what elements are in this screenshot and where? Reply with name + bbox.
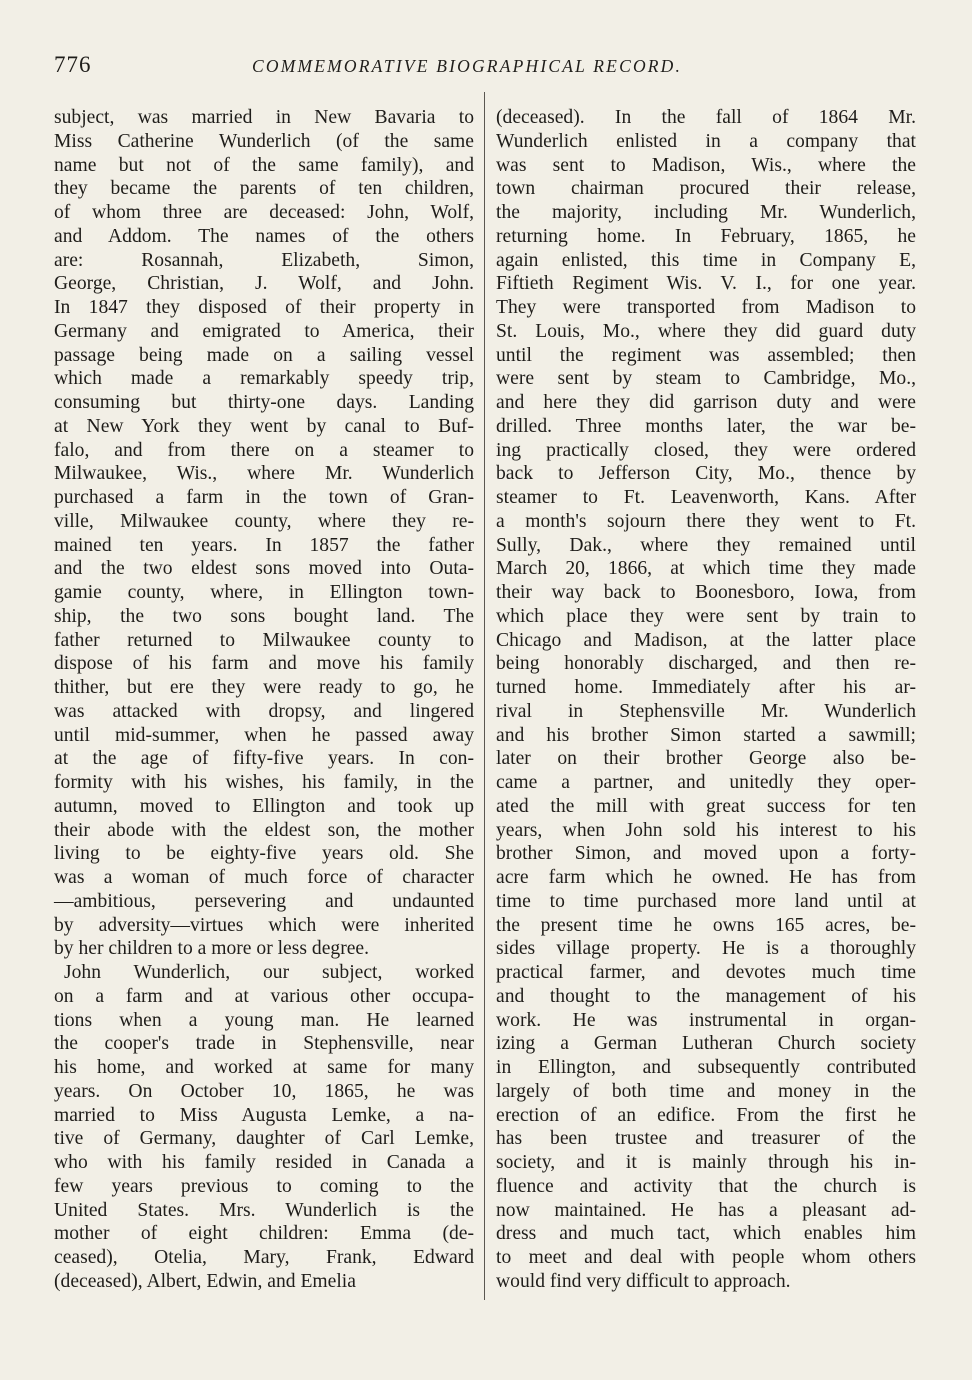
text-line: his home, and worked at same for many: [54, 1057, 474, 1078]
text-line: passage being made on a sailing vessel: [54, 344, 474, 366]
text-line: acre farm which he owned. He has from: [496, 867, 916, 888]
text-line: a month's sojourn there they went to Ft.: [496, 510, 916, 532]
text-line: and thought to the management of his: [496, 985, 916, 1007]
text-line: are: Rosannah, Elizabeth, Simon,: [54, 249, 474, 271]
text-line: on a farm and at various other occupa-: [54, 985, 474, 1007]
text-line: by adversity—virtues which were inherited: [54, 914, 474, 936]
text-line: came a partner, and unitedly they oper-: [496, 772, 916, 793]
text-line: to meet and deal with people whom others: [496, 1247, 916, 1268]
text-line: thither, but ere they were ready to go, he: [54, 677, 474, 698]
text-line: their way back to Boonesboro, Iowa, from: [496, 582, 916, 603]
text-line: formity with his wishes, his family, in the: [54, 772, 474, 793]
text-line: ville, Milwaukee county, where they re-: [54, 510, 474, 532]
text-line: were sent by steam to Cambridge, Mo.,: [496, 368, 916, 390]
text-line: being honorably discharged, and then re-: [496, 653, 916, 675]
text-line: Germany and emigrated to America, their: [54, 320, 474, 342]
text-line: now maintained. He has a pleasant ad-: [496, 1199, 916, 1221]
text-line: again enlisted, this time in Company E,: [496, 249, 916, 271]
text-line: Wunderlich enlisted in a company that: [496, 130, 916, 152]
text-line: in Ellington, and subsequently contributed: [496, 1057, 916, 1078]
text-line: consuming but thirty-one days. Landing: [54, 392, 474, 413]
text-line: society, and it is mainly through his in-: [496, 1152, 916, 1173]
text-line: who with his family resided in Canada a: [54, 1152, 474, 1173]
text-line: and Addom. The names of the others: [54, 225, 474, 247]
text-line: and the two eldest sons moved into Outa-: [54, 558, 474, 580]
text-line: their abode with the eldest son, the mother: [54, 819, 474, 841]
text-line: practical farmer, and devotes much time: [496, 962, 916, 983]
text-line: returning home. In February, 1865, he: [496, 225, 916, 247]
text-line: erection of an edifice. From the first he: [496, 1104, 916, 1126]
text-line: (deceased), Albert, Edwin, and Emelia: [54, 1270, 356, 1292]
left-column: [54, 106, 474, 1294]
text-line: at New York they went by canal to Buf-: [54, 415, 474, 437]
text-line: (deceased). In the fall of 1864 Mr.: [496, 107, 916, 128]
text-line: steamer to Ft. Leavenworth, Kans. After: [496, 487, 916, 508]
text-line: tions when a young man. He learned: [54, 1009, 474, 1031]
text-line: ated the mill with great success for ten: [496, 795, 916, 817]
text-line: later on their brother George also be-: [496, 748, 916, 770]
text-line: purchased a farm in the town of Gran-: [54, 487, 474, 508]
text-line: years, when John sold his interest to his: [496, 819, 916, 841]
text-line: They were transported from Madison to: [496, 297, 916, 318]
text-line: Milwaukee, Wis., where Mr. Wunderlich: [54, 463, 474, 485]
text-line: ship, the two sons bought land. The: [54, 605, 474, 627]
running-title: COMMEMORATIVE BIOGRAPHICAL RECORD.: [252, 56, 683, 76]
text-line: was attacked with dropsy, and lingered: [54, 700, 474, 722]
text-line: by her children to a more or less degree.: [54, 938, 370, 960]
text-line: drilled. Three months later, the war be-: [496, 415, 916, 437]
text-line: fluence and activity that the church is: [496, 1175, 916, 1197]
text-line: time to time purchased more land until at: [496, 890, 916, 912]
text-line: married to Miss Augusta Lemke, a na-: [54, 1104, 474, 1126]
text-line: rival in Stephensville Mr. Wunderlich: [496, 700, 916, 722]
text-line: they became the parents of ten children,: [54, 178, 474, 200]
text-line: John Wunderlich, our subject, worked: [64, 962, 474, 983]
text-line: —ambitious, persevering and undaunted: [54, 890, 474, 912]
text-line: autumn, moved to Ellington and took up: [54, 795, 474, 817]
text-line: Chicago and Madison, at the latter place: [496, 629, 916, 651]
text-line: subject, was married in New Bavaria to: [54, 107, 474, 128]
text-line: years. On October 10, 1865, he was: [54, 1080, 474, 1102]
text-line: Sully, Dak., where they remained until: [496, 534, 916, 556]
text-line: at the age of fifty-five years. In con-: [54, 748, 474, 770]
text-line: the majority, including Mr. Wunderlich,: [496, 202, 916, 223]
text-line: Miss Catherine Wunderlich (of the same: [54, 130, 474, 152]
text-line: has been trustee and treasurer of the: [496, 1128, 916, 1150]
text-line: and here they did garrison duty and were: [496, 392, 916, 413]
text-line: March 20, 1866, at which time they made: [496, 558, 916, 580]
text-line: gamie county, where, in Ellington town-: [54, 582, 474, 603]
text-line: would find very difficult to approach.: [496, 1270, 791, 1292]
text-line: turned home. Immediately after his ar-: [496, 677, 916, 698]
text-line: dispose of his farm and move his family: [54, 653, 474, 675]
text-line: sides village property. He is a thoroughly: [496, 938, 916, 960]
text-line: was a woman of much force of character: [54, 867, 474, 888]
text-line: living to be eighty-five years old. She: [54, 843, 474, 865]
text-line: the cooper's trade in Stephensville, near: [54, 1033, 474, 1055]
text-line: town chairman procured their release,: [496, 178, 916, 200]
text-line: George, Christian, J. Wolf, and John.: [54, 273, 474, 295]
text-line: of whom three are deceased: John, Wolf,: [54, 202, 474, 223]
text-line: back to Jefferson City, Mo., thence by: [496, 463, 916, 485]
text-line: St. Louis, Mo., where they did guard duty: [496, 320, 916, 342]
text-line: the present time he owns 165 acres, be-: [496, 914, 916, 936]
text-line: dress and much tact, which enables him: [496, 1223, 916, 1245]
text-line: ing practically closed, they were ordered: [496, 439, 916, 461]
text-line: ceased), Otelia, Mary, Frank, Edward: [54, 1247, 474, 1268]
text-line: brother Simon, and moved upon a forty-: [496, 843, 916, 865]
right-column: [496, 106, 916, 1294]
text-line: and his brother Simon started a sawmill;: [496, 724, 916, 746]
column-divider: [484, 92, 485, 1300]
text-line: United States. Mrs. Wunderlich is the: [54, 1199, 474, 1221]
text-line: until the regiment was assembled; then: [496, 344, 916, 366]
text-line: which made a remarkably speedy trip,: [54, 368, 474, 390]
text-line: work. He was instrumental in organ-: [496, 1009, 916, 1031]
text-line: which place they were sent by train to: [496, 605, 916, 627]
text-line: falo, and from there on a steamer to: [54, 439, 474, 461]
text-line: few years previous to coming to the: [54, 1175, 474, 1197]
text-line: largely of both time and money in the: [496, 1080, 916, 1102]
page-header: [54, 52, 914, 82]
text-line: tive of Germany, daughter of Carl Lemke,: [54, 1128, 474, 1150]
text-line: mained ten years. In 1857 the father: [54, 534, 474, 556]
text-line: izing a German Lutheran Church society: [496, 1033, 916, 1055]
page-number: 776: [54, 52, 92, 77]
text-line: father returned to Milwaukee county to: [54, 629, 474, 651]
text-line: name but not of the same family), and: [54, 154, 474, 176]
text-line: until mid-summer, when he passed away: [54, 724, 474, 746]
text-line: mother of eight children: Emma (de-: [54, 1223, 474, 1245]
text-line: In 1847 they disposed of their property in: [54, 297, 474, 318]
text-line: Fiftieth Regiment Wis. V. I., for one year.: [496, 273, 916, 295]
text-line: was sent to Madison, Wis., where the: [496, 154, 916, 176]
